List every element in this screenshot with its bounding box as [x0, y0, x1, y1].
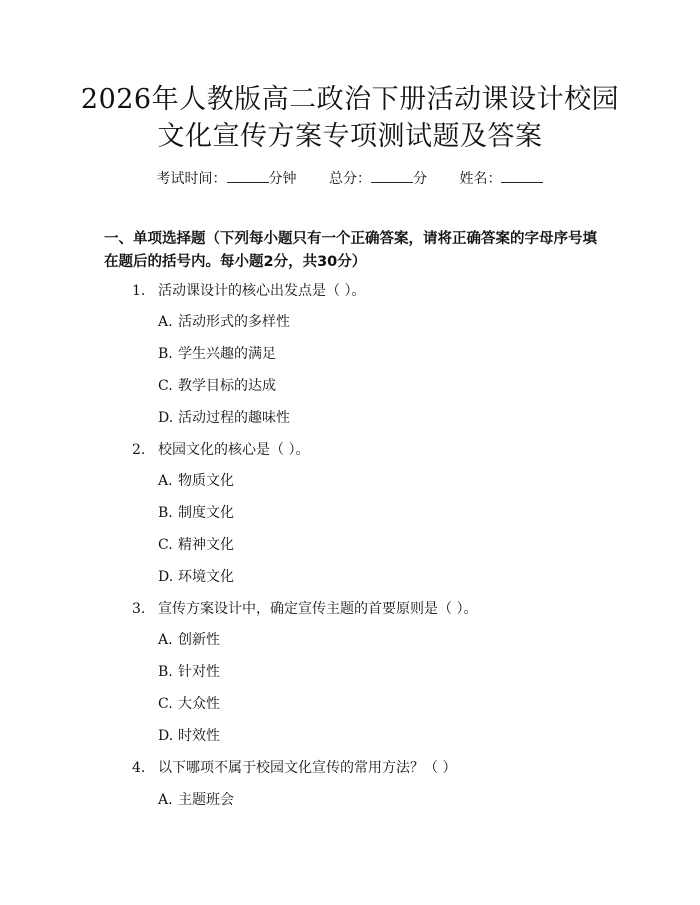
total-score-field	[329, 171, 427, 187]
total-score-blank	[371, 168, 413, 183]
exam-time-blank	[227, 168, 269, 183]
option-text: 活动过程的趣味性	[178, 410, 290, 426]
option-letter: C.	[158, 537, 173, 553]
option-1b	[158, 344, 276, 364]
option-letter: A.	[158, 314, 173, 330]
option-3d	[158, 726, 220, 746]
option-text: 教学目标的达成	[178, 378, 276, 394]
question-number: 1.	[132, 283, 146, 299]
option-text: 学生兴趣的满足	[178, 346, 276, 362]
section-heading: 一、单项选择题（下列每小题只有一个正确答案，请将正确答案的字母序号填在题后的括号内。每小题2分，共30分）	[104, 231, 597, 270]
question-text: 活动课设计的核心出发点是（ ）。	[158, 283, 366, 299]
question-number: 3.	[132, 601, 146, 617]
page-title-line-1: 2026年人教版高二政治下册活动课设计校园	[80, 84, 620, 115]
question-number: 2.	[132, 442, 146, 458]
question-1	[132, 281, 365, 301]
option-text: 大众性	[178, 696, 220, 712]
option-letter: A.	[158, 473, 173, 489]
option-letter: A.	[158, 632, 173, 648]
page-title-line-2: 文化宣传方案专项测试题及答案	[157, 121, 543, 152]
option-letter: B.	[158, 346, 173, 362]
option-1a	[158, 312, 290, 332]
student-name-label: 姓名：	[459, 171, 502, 187]
option-3a	[158, 630, 220, 650]
option-2a	[158, 471, 234, 491]
question-number: 4.	[132, 760, 146, 776]
question-4	[132, 758, 456, 778]
option-text: 针对性	[178, 664, 220, 680]
option-text: 创新性	[178, 632, 220, 648]
option-2b	[158, 503, 234, 523]
option-text: 活动形式的多样性	[178, 314, 290, 330]
option-letter: B.	[158, 664, 173, 680]
total-score-label: 总分：	[329, 171, 371, 187]
option-letter: C.	[158, 696, 173, 712]
option-text: 精神文化	[178, 537, 234, 553]
option-1c	[158, 376, 276, 396]
option-letter: A.	[158, 792, 173, 808]
option-text: 环境文化	[178, 569, 234, 585]
option-text: 物质文化	[178, 473, 234, 489]
question-2	[132, 440, 309, 460]
option-letter: D.	[158, 728, 174, 744]
option-3b	[158, 662, 220, 682]
option-4a	[158, 790, 234, 810]
exam-info-row	[0, 168, 700, 189]
exam-time-field	[157, 171, 297, 187]
option-2d	[158, 567, 234, 587]
option-3c	[158, 694, 220, 714]
question-text: 宣传方案设计中，确定宣传主题的首要原则是（ ）。	[158, 601, 478, 617]
option-2c	[158, 535, 234, 555]
student-name-field	[459, 171, 543, 187]
exam-time-label: 考试时间：	[156, 171, 227, 187]
option-text: 主题班会	[178, 792, 234, 808]
option-letter: C.	[158, 378, 173, 394]
option-letter: D.	[158, 410, 174, 426]
question-text: 校园文化的核心是（ ）。	[158, 442, 310, 458]
option-text: 时效性	[178, 728, 220, 744]
student-name-blank	[501, 168, 543, 183]
option-1d	[158, 408, 290, 428]
exam-time-unit: 分钟	[268, 171, 297, 187]
question-3	[132, 599, 477, 619]
option-letter: D.	[158, 569, 174, 585]
total-score-unit: 分	[413, 171, 427, 187]
option-text: 制度文化	[178, 505, 234, 521]
question-text: 以下哪项不属于校园文化宣传的常用方法？（ ）	[158, 760, 457, 776]
option-letter: B.	[158, 505, 173, 521]
